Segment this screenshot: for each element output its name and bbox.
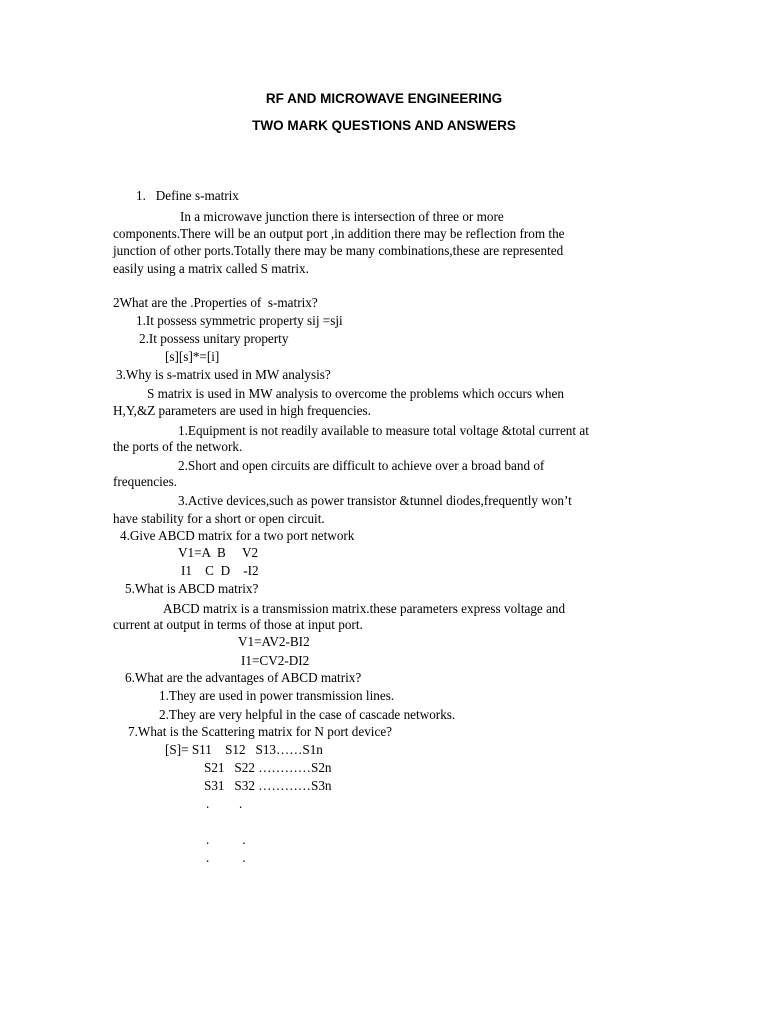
answer-line: S matrix is used in MW analysis to overcome the problems which occurs when [147,386,564,401]
matrix-row: I1 C D -I2 [181,563,259,578]
matrix-row: [S]= S11 S12 S13……S1n [165,742,323,757]
matrix-ellipsis-row: . . [206,832,246,847]
equation: [s][s]*=[i] [165,349,220,364]
equation: V1=AV2-BI2 [238,634,310,649]
matrix-ellipsis-row: . . [206,850,246,865]
answer-line: H,Y,&Z parameters are used in high frequencies. [113,403,371,418]
document-title: RF AND MICROWAVE ENGINEERING [265,91,503,106]
answer-line: 1.It possess symmetric property sij =sji [136,313,343,328]
question-5: 5.What is ABCD matrix? [125,581,259,596]
question-6: 6.What are the advantages of ABCD matrix? [125,670,362,685]
answer-line: easily using a matrix called S matrix. [113,261,309,276]
question-2: 2What are the .Properties of s-matrix? [113,295,318,310]
question-7: 7.What is the Scattering matrix for N port device? [128,724,393,739]
answer-line: components.There will be an output port ,in addition there may be reflection from the [113,226,565,241]
answer-line: In a microwave junction there is intersection of three or more [180,209,504,224]
answer-line: junction of other ports.Totally there may be many combinations,these are represented [113,243,564,258]
equation: I1=CV2-DI2 [241,653,310,668]
document-subtitle: TWO MARK QUESTIONS AND ANSWERS [252,118,516,133]
answer-line: 1.Equipment is not readily available to measure total voltage &total current at [178,423,589,438]
answer-line: 3.Active devices,such as power transistor &tunnel diodes,frequently won’t [178,493,572,508]
answer-line: the ports of the network. [113,439,243,454]
question-1: 1. Define s-matrix [136,188,239,203]
matrix-row: S21 S22 …………S2n [204,760,332,775]
question-3: 3.Why is s-matrix used in MW analysis? [116,367,331,382]
answer-line: 1.They are used in power transmission lines. [159,688,395,703]
question-4: 4.Give ABCD matrix for a two port network [120,528,355,543]
answer-line: 2.They are very helpful in the case of cascade networks. [159,707,456,722]
answer-line: ABCD matrix is a transmission matrix.these parameters express voltage and [163,601,566,616]
answer-line: frequencies. [113,474,178,489]
answer-line: have stability for a short or open circuit. [113,511,325,526]
matrix-row: V1=A B V2 [178,545,259,560]
answer-line: current at output in terms of those at input port. [113,617,363,632]
answer-line: 2.It possess unitary property [139,331,289,346]
matrix-ellipsis-row: . . [206,796,243,811]
matrix-row: S31 S32 …………S3n [204,778,332,793]
answer-line: 2.Short and open circuits are difficult to achieve over a broad band of [178,458,545,473]
